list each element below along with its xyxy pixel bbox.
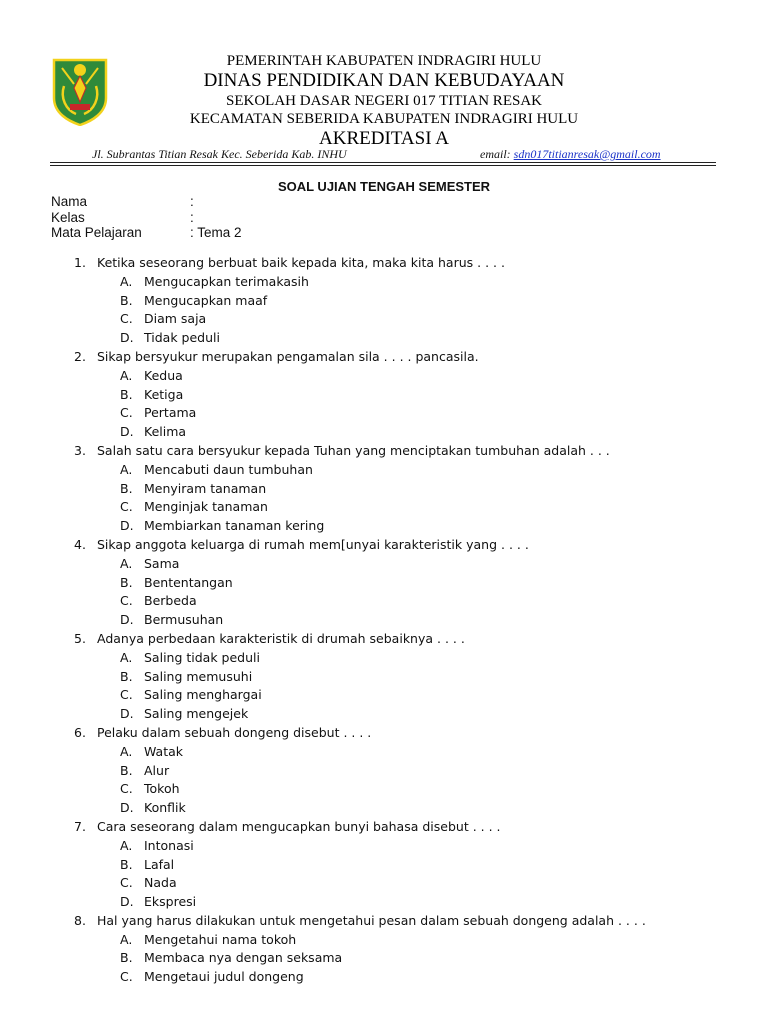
option-text: Lafal <box>144 856 175 872</box>
letterhead-accreditation: AKREDITASI A <box>319 128 449 149</box>
question-number: 1. <box>74 255 86 270</box>
option-text: Berbeda <box>144 593 197 609</box>
question-item <box>0 348 768 367</box>
question-number: 6. <box>74 724 86 740</box>
option-letter: D. <box>120 424 134 440</box>
answer-option <box>0 292 768 311</box>
option-letter: D. <box>120 894 134 910</box>
info-value: : Tema 2 <box>190 225 242 240</box>
question-item <box>0 630 768 649</box>
option-text: Mengucapkan maaf <box>144 292 268 308</box>
answer-option <box>0 611 768 630</box>
letterhead <box>130 52 638 150</box>
option-text: Membiarkan tanaman kering <box>144 518 325 534</box>
option-letter: B. <box>120 950 133 966</box>
question-text: Cara seseorang dalam mengucapkan bunyi bahasa disebut . . . . <box>97 818 501 834</box>
option-text: Tokoh <box>144 781 180 797</box>
option-letter: A. <box>120 273 133 289</box>
option-letter: B. <box>120 292 133 308</box>
answer-option <box>0 310 768 329</box>
option-letter: D. <box>120 330 134 346</box>
info-row-class <box>51 210 351 226</box>
letterhead-agency: DINAS PENDIDIKAN DAN KEBUDAYAAN <box>203 70 565 91</box>
option-text: Saling mengejek <box>144 706 249 722</box>
info-value: : <box>190 194 194 209</box>
email-link[interactable]: sdn017titianresak@gmail.com <box>513 147 661 161</box>
email-label: email: <box>480 147 511 161</box>
option-letter: D. <box>120 800 134 816</box>
question-number: 8. <box>74 912 86 928</box>
letterhead-school: SEKOLAH DASAR NEGERI 017 TITIAN RESAK <box>226 93 542 109</box>
option-letter: B. <box>120 856 133 872</box>
option-text: Bententangan <box>144 574 233 590</box>
header-rule-bottom <box>50 165 716 166</box>
option-text: Membaca nya dengan seksama <box>144 950 343 966</box>
option-text: Watak <box>144 743 184 759</box>
option-text: Mengucapkan terimakasih <box>144 273 309 289</box>
answer-option <box>0 762 768 781</box>
option-text: Tidak peduli <box>144 330 220 346</box>
option-letter: B. <box>120 386 133 402</box>
question-text: Adanya perbedaan karakteristik di drumah sebaiknya . . . . <box>97 630 465 646</box>
question-item <box>0 912 768 931</box>
option-letter: A. <box>120 555 133 571</box>
option-text: Konflik <box>144 800 186 816</box>
answer-option <box>0 780 768 799</box>
info-row-name <box>51 194 351 210</box>
answer-option <box>0 743 768 762</box>
option-letter: C. <box>120 311 133 327</box>
option-text: Mengetahui nama tokoh <box>144 931 297 947</box>
answer-option <box>0 874 768 893</box>
answer-option <box>0 799 768 818</box>
option-letter: C. <box>120 781 133 797</box>
answer-option <box>0 649 768 668</box>
question-number: 5. <box>74 630 86 646</box>
option-letter: C. <box>120 875 133 891</box>
option-letter: C. <box>120 593 133 609</box>
email-block <box>480 147 661 162</box>
option-text: Alur <box>144 762 170 778</box>
option-letter: C. <box>120 405 133 421</box>
answer-option <box>0 386 768 405</box>
answer-option <box>0 686 768 705</box>
option-text: Bermusuhan <box>144 612 224 628</box>
question-number: 2. <box>74 348 86 364</box>
option-text: Saling menghargai <box>144 687 262 703</box>
answer-option <box>0 461 768 480</box>
option-letter: D. <box>120 518 134 534</box>
option-letter: B. <box>120 480 133 496</box>
option-letter: C. <box>120 687 133 703</box>
option-text: Saling memusuhi <box>144 668 253 684</box>
answer-option <box>0 404 768 423</box>
option-text: Ketiga <box>144 386 184 402</box>
answer-option <box>0 480 768 499</box>
option-text: Sama <box>144 555 180 571</box>
option-text: Saling tidak peduli <box>144 649 260 665</box>
option-letter: C. <box>120 499 133 515</box>
answer-option <box>0 574 768 593</box>
letterhead-government: PEMERINTAH KABUPATEN INDRAGIRI HULU <box>226 53 542 69</box>
question-item <box>0 536 768 555</box>
option-letter: C. <box>120 969 133 985</box>
option-letter: B. <box>120 762 133 778</box>
option-text: Nada <box>144 875 177 891</box>
answer-option <box>0 856 768 875</box>
question-text: Sikap anggota keluarga di rumah mem[unyai karakteristik yang . . . . <box>97 536 529 552</box>
option-letter: D. <box>120 706 134 722</box>
answer-option <box>0 968 768 987</box>
option-letter: A. <box>120 649 133 665</box>
option-text: Mencabuti daun tumbuhan <box>144 461 313 477</box>
option-text: Mengetaui judul dongeng <box>144 969 304 985</box>
option-letter: A. <box>120 461 133 477</box>
option-letter: A. <box>120 931 133 947</box>
question-text: Ketika seseorang berbuat baik kepada kita, maka kita harus . . . . <box>97 255 505 270</box>
info-row-subject <box>51 225 351 241</box>
option-letter: A. <box>120 367 133 383</box>
option-letter: A. <box>120 743 133 759</box>
question-text: Salah satu cara bersyukur kepada Tuhan yang menciptakan tumbuhan adalah . . . <box>97 442 610 458</box>
answer-option <box>0 498 768 517</box>
info-label: Nama <box>51 194 88 209</box>
question-number: 3. <box>74 442 86 458</box>
answer-option <box>0 329 768 348</box>
info-label: Kelas <box>51 209 85 225</box>
answer-option <box>0 931 768 950</box>
question-list <box>0 254 768 987</box>
option-text: Kedua <box>144 367 183 383</box>
answer-option <box>0 423 768 442</box>
option-text: Pertama <box>144 405 197 421</box>
student-info <box>51 194 351 241</box>
answer-option <box>0 949 768 968</box>
question-text: Sikap bersyukur merupakan pengamalan sila . . . . pancasila. <box>97 348 479 364</box>
question-item <box>0 254 768 273</box>
question-item <box>0 442 768 461</box>
option-letter: D. <box>120 612 134 628</box>
info-label: Mata Pelajaran <box>51 225 142 240</box>
option-text: Diam saja <box>144 311 207 327</box>
option-text: Menginjak tanaman <box>144 499 268 515</box>
answer-option <box>0 893 768 912</box>
answer-option <box>0 555 768 574</box>
option-letter: A. <box>120 837 133 853</box>
info-value: : <box>190 209 194 225</box>
answer-option <box>0 592 768 611</box>
option-text: Menyiram tanaman <box>144 480 267 496</box>
exam-title: SOAL UJIAN TENGAH SEMESTER <box>277 179 491 194</box>
question-text: Hal yang harus dilakukan untuk mengetahui pesan dalam sebuah dongeng adalah . . . . <box>97 912 646 928</box>
option-text: Intonasi <box>144 837 194 853</box>
school-address: Jl. Subrantas Titian Resak Kec. Seberida Kab. INHU <box>92 147 347 161</box>
answer-option <box>0 517 768 536</box>
option-text: Kelima <box>144 424 187 440</box>
answer-option <box>0 668 768 687</box>
answer-option <box>0 705 768 724</box>
answer-option <box>0 273 768 292</box>
regency-emblem-logo <box>52 58 108 126</box>
option-text: Ekspresi <box>144 894 197 910</box>
header-rule-top <box>50 162 716 163</box>
answer-option <box>0 837 768 856</box>
option-letter: B. <box>120 668 133 684</box>
question-item <box>0 818 768 837</box>
answer-option <box>0 367 768 386</box>
question-number: 4. <box>74 536 86 552</box>
question-text: Pelaku dalam sebuah dongeng disebut . . . . <box>97 724 372 740</box>
question-number: 7. <box>74 818 86 834</box>
question-item <box>0 724 768 743</box>
option-letter: B. <box>120 574 133 590</box>
letterhead-district: KECAMATAN SEBERIDA KABUPATEN INDRAGIRI HULU <box>189 111 579 127</box>
